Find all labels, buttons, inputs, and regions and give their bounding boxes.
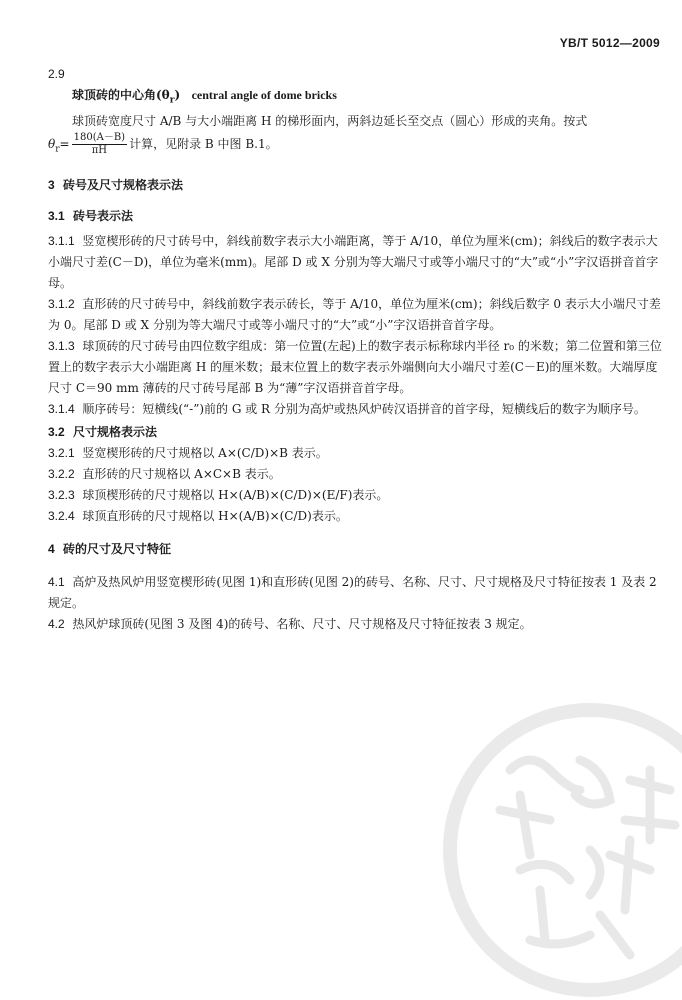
document-body: [48, 64, 662, 635]
clause-3-1-4: [48, 399, 662, 420]
section-3-1-title: 砖号表示法: [73, 208, 134, 223]
clause-number: 3.2.4: [48, 508, 75, 523]
eq-sign: =: [59, 137, 70, 152]
term-cn: 球顶砖的中心角(θ: [72, 88, 170, 102]
clause-number: 4.1: [48, 574, 65, 589]
clause-3-2-3: [48, 485, 662, 506]
theta-symbol: θ: [48, 137, 56, 152]
clause-text: 顺序砖号：短横线(“-”)前的 G 或 R 分别为高炉或热风炉砖汉语拼音的首字母，短横线后的数字为顺序号。: [82, 401, 646, 416]
theta-sub: r: [55, 144, 60, 155]
term-en: central angle of dome bricks: [191, 88, 337, 102]
section-3-heading: [48, 175, 662, 196]
section-3-2-heading: [48, 422, 662, 443]
clause-number: 3.1.4: [48, 401, 75, 416]
clause-4-1: [48, 572, 662, 614]
term-cn-end: ): [174, 88, 181, 102]
section-4-title: 砖的尺寸及尺寸特征: [63, 541, 172, 556]
clause-text: 竖宽楔形砖的尺寸规格以 A×(C/D)×B 表示。: [82, 445, 328, 460]
section-2-9-def-2: [48, 132, 662, 160]
clause-text: 直形砖的尺寸规格以 A×C×B 表示。: [82, 466, 281, 481]
clause-text: 球顶直形砖的尺寸规格以 H×(A/B)×(C/D)表示。: [82, 508, 348, 523]
section-3-title: 砖号及尺寸规格表示法: [63, 177, 184, 192]
clause-number: 3.2.1: [48, 445, 75, 460]
clause-3-1-3: [48, 336, 662, 399]
clause-text: 球顶楔形砖的尺寸规格以 H×(A/B)×(C/D)×(E/F)表示。: [82, 487, 389, 502]
clause-3-2-1: [48, 443, 662, 464]
clause-number: 4.2: [48, 616, 65, 631]
section-3-number: 3: [48, 177, 55, 192]
clause-text: 热风炉球顶砖(见图 3 及图 4)的砖号、名称、尺寸、尺寸规格及尺寸特征按表 3 规定。: [72, 616, 532, 631]
clause-number: 3.1.2: [48, 296, 75, 311]
clause-number: 3.1.3: [48, 338, 75, 353]
section-2-9-term: [48, 85, 662, 111]
clause-text: 高炉及热风炉用竖宽楔形砖(见图 1)和直形砖(见图 2)的砖号、名称、尺寸、尺寸规格及尺寸特征按表 1 及表 2 规定。: [48, 574, 657, 610]
clause-number: 3.1.1: [48, 233, 75, 248]
clause-text: 直形砖的尺寸砖号中，斜线前数字表示砖长，等于 A/10，单位为厘米(cm)；斜线后数字 0 表示大小端尺寸差为 0。尾部 D 或 X 分别为等大端尺寸或等小端尺寸的“大”或“小”字汉语拼音首字母。: [48, 296, 661, 332]
term-cn-sub: r: [169, 95, 175, 106]
section-3-1-heading: [48, 206, 662, 227]
clause-3-1-1: [48, 231, 662, 294]
clause-text: 球顶砖的尺寸砖号由四位数字组成：第一位置(左起)上的数字表示标称球内半径 r₀ 的米数；第二位置和第三位置上的数字表示大小端距离 H 的厘米数；最末位置上的数字表示外端侧向大小端尺寸差(C－E)的厘米数。大端厚度尺寸 C＝90 mm 薄砖的尺寸砖号尾部 B 为“薄”字汉语拼音首字母。: [48, 338, 662, 395]
section-2-9-number: 2.9: [48, 67, 65, 81]
section-3-2-number: 3.2: [48, 424, 65, 439]
clause-text: 竖宽楔形砖的尺寸砖号中，斜线前数字表示大小端距离，等于 A/10，单位为厘米(cm)；斜线后的数字表示大小端尺寸差(C－D)，单位为毫米(mm)。尾部 D 或 X 分别为等大端尺寸或等小端尺寸的“大”或“小”字汉语拼音首字母。: [48, 233, 659, 290]
clause-number: 3.2.2: [48, 466, 75, 481]
section-4-heading: [48, 539, 662, 560]
def-2-end: 计算，见附录 B 中图 B.1。: [129, 137, 278, 152]
clause-3-1-2: [48, 294, 662, 336]
clause-4-2: [48, 614, 662, 635]
section-2-9-def-1: 球顶砖宽度尺寸 A/B 与大小端距离 H 的梯形面内，两斜边延长至交点（圆心）形成的夹角。按式: [72, 114, 588, 129]
formula-fraction: [72, 132, 127, 157]
clause-3-2-4: [48, 506, 662, 527]
clause-3-2-2: [48, 464, 662, 485]
section-4-number: 4: [48, 541, 55, 556]
standard-code: YB/T 5012—2009: [559, 36, 660, 50]
clause-number: 3.2.3: [48, 487, 75, 502]
fraction-denominator: πH: [91, 145, 107, 157]
watermark-seal-icon: [440, 700, 682, 1000]
section-3-1-number: 3.1: [48, 208, 65, 223]
section-3-2-title: 尺寸规格表示法: [73, 424, 158, 439]
fraction-numerator: 180(A－B): [73, 132, 126, 144]
